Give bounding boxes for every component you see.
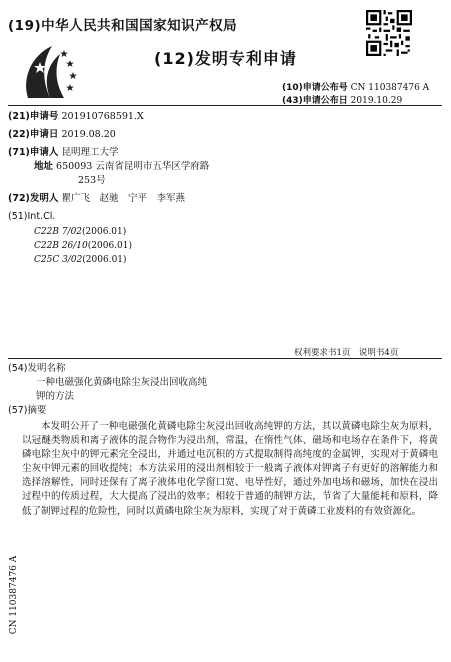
abstract-text: 本发明公开了一种电磁强化黄磷电除尘灰浸出回收高纯钾的方法，其以黄磷电除尘灰为原料，以冠醚类物质和离子液体的混合物作为浸出剂，常温，在惰性气体、磁场和电场存在条件下，将黄磷电除尘灰中的钾元素完全浸出，并通过电沉积的方式提取制得高纯度的金属钾，实现对于黄磷电尘灰中钾元素的回收提纯；本方法采用的浸出剂相较于一般离子液体对钾离子有更好的溶解能力和选择溶解性，同时还保有了离子液体电化学窗口宽、电导性好，通过外加电场和磁场，加快在浸出过程中的传质过程，大大提高了浸出的效率；相较于普通的制钾方法，节省了大量能耗和原料，降低了制钾过程的危险性，同时以黄磷电除尘灰为原料，实现了对于黄磷工业废料的有效资源化。	[22, 421, 438, 517]
title-label: (54)发明名称	[8, 363, 66, 374]
national-emblem-logo	[20, 40, 80, 104]
applicant-address: 地址 650093 云南省昆明市五华区学府路	[34, 161, 210, 172]
ipc-label: (51)Int.Cl.	[8, 211, 56, 222]
publication-date: (43)申请公布日 2019.10.29	[282, 96, 403, 106]
abstract-label: (57)摘要	[8, 405, 47, 416]
ipc-class: C22B 26/10(2006.01)	[34, 241, 132, 251]
issuing-office: (19)中华人民共和国国家知识产权局	[8, 18, 238, 34]
publication-number: (10)申请公布号 CN 110387476 A	[282, 83, 430, 93]
application-date: (22)申请日 2019.08.20	[8, 129, 116, 140]
qr-code	[366, 10, 412, 56]
applicant: (71)申请人 昆明理工大学	[8, 147, 119, 158]
inventors: (72)发明人 瞿广飞 赵驰 宁平 李军燕	[8, 193, 185, 204]
application-number: (21)申请号 201910768591.X	[8, 111, 144, 122]
applicant-address-line2: 253号	[78, 175, 106, 186]
document-type: (12)发明专利申请	[154, 49, 297, 68]
ipc-class: C25C 3/02(2006.01)	[34, 255, 127, 265]
side-publication-code: CN 110387476 A	[9, 555, 19, 635]
abstract-divider	[8, 358, 442, 359]
invention-title: 一种电磁强化黄磷电除尘灰浸出回收高纯	[36, 377, 208, 388]
invention-title-line2: 钾的方法	[36, 391, 75, 402]
page-count: 权利要求书1页 说明书4页	[294, 348, 399, 358]
ipc-class: C22B 7/02(2006.01)	[34, 227, 127, 237]
header-divider	[8, 105, 442, 106]
